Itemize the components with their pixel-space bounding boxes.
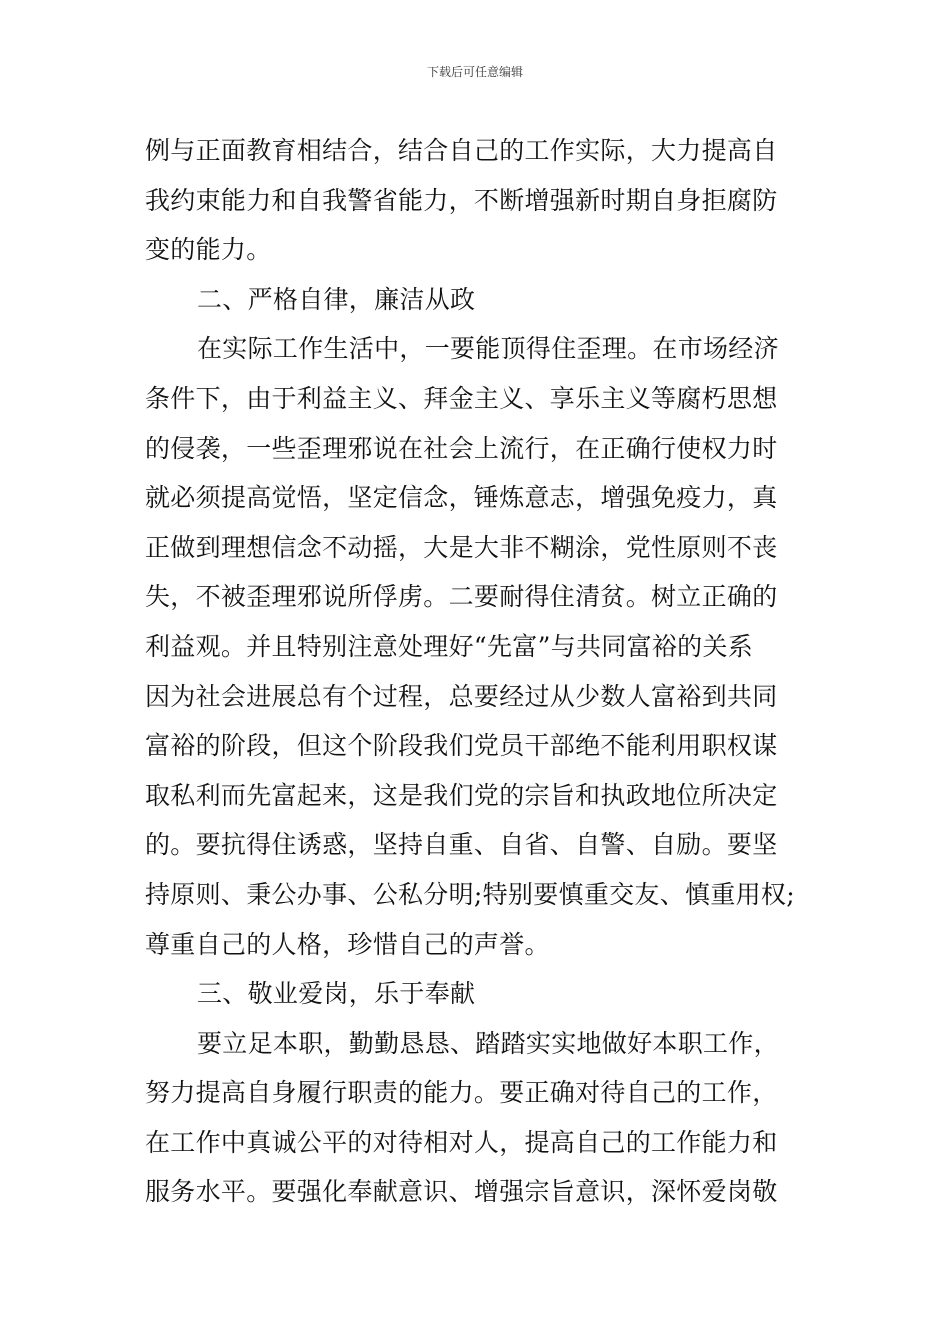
text-line: 就必须提高觉悟，坚定信念，锤炼意志，增强免疫力，真 [145, 483, 778, 513]
text-line: 利益观。并且特别注意处理好“先富”与共同富裕的关系 [145, 631, 754, 661]
text-line: 在工作中真诚公平的对待相对人，提高自己的工作能力和 [145, 1127, 778, 1157]
text-line: 失，不被歪理邪说所俘虏。二要耐得住清贫。树立正确的 [145, 582, 778, 612]
paragraph-first-line: 要立足本职，勤勤恳恳、踏踏实实地做好本职工作， [197, 1028, 779, 1058]
text-line: 的。要抗得住诱惑，坚持自重、自省、自警、自励。要坚 [145, 830, 778, 860]
paragraph-first-line: 在实际工作生活中，一要能顶得住歪理。在市场经济 [197, 334, 779, 364]
text-line: 正做到理想信念不动摇，大是大非不糊涂，党性原则不丧 [145, 532, 778, 562]
text-line: 变的能力。 [145, 235, 272, 265]
text-line: 服务水平。要强化奉献意识、增强宗旨意识，深怀爱岗敬 [145, 1177, 778, 1207]
document-body [145, 126, 817, 1217]
text-line: 取私利而先富起来，这是我们党的宗旨和执政地位所决定 [145, 780, 778, 810]
text-line: 持原则、秉公办事、公私分明;特别要慎重交友、慎重用权; [145, 879, 795, 909]
text-line: 的侵袭，一些歪理邪说在社会上流行，在正确行使权力时 [145, 433, 778, 463]
text-line: 尊重自己的人格，珍惜自己的声誉。 [145, 929, 550, 959]
text-line: 例与正面教育相结合，结合自己的工作实际，大力提高自 [145, 136, 778, 165]
text-line: 我约束能力和自我警省能力，不断增强新时期自身拒腐防 [145, 185, 778, 215]
text-line: 条件下，由于利益主义、拜金主义、享乐主义等腐朽思想 [145, 383, 778, 413]
section-heading: 三、敬业爱岗，乐于奉献 [197, 979, 476, 1009]
text-line: 努力提高自身履行职责的能力。要正确对待自己的工作， [145, 1078, 778, 1108]
text-line: 富裕的阶段，但这个阶段我们党员干部绝不能利用职权谋 [145, 731, 778, 761]
page-header: 下载后可任意编辑 [426, 65, 523, 79]
text-line: 因为社会进展总有个过程，总要经过从少数人富裕到共同 [145, 681, 778, 711]
section-heading: 二、严格自律，廉洁从政 [197, 284, 476, 314]
